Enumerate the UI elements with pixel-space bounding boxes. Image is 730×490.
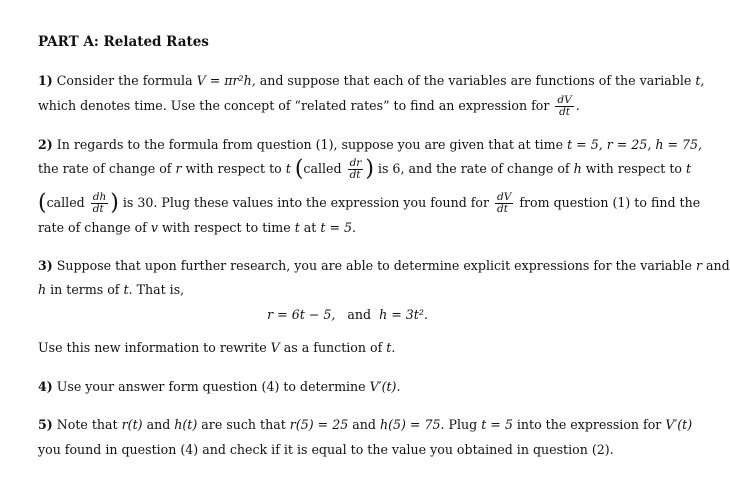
q2-text-line4b: with respect to time xyxy=(162,220,291,235)
q3-text-line2: in terms of xyxy=(50,282,120,297)
q5-text-a: Note that xyxy=(56,417,118,432)
q1-formula: V = πr²h, xyxy=(196,73,256,88)
q1-line2 xyxy=(38,95,580,118)
q3-var-V: V xyxy=(270,340,280,355)
q5-line2 xyxy=(38,442,614,458)
q2-values: t = 5, r = 25, h = 75, xyxy=(567,137,703,152)
q3-text-line3b: as a function of xyxy=(283,340,383,355)
q2-text-line3b: from question (1) to find the xyxy=(519,195,701,210)
q3-number: 3) xyxy=(38,258,53,273)
q1-line1 xyxy=(38,73,705,89)
q2-var-h: h xyxy=(573,161,582,176)
q2-called-2: called xyxy=(46,195,85,210)
q2-text-line4: rate of change of xyxy=(38,220,147,235)
q5-text-b: are such that xyxy=(201,417,286,432)
q2-text-a: the rate of change of xyxy=(38,161,172,176)
q2-line2: the rate of change of r with respect to t (called $\frac{dr}{dt}$ ) is 6, and the rate of change of h with respect to t xyxy=(38,156,692,182)
q1-fraction-dV-dt: $\frac{dV}{dt}$ xyxy=(557,94,572,118)
q5-text-d: into the expression for xyxy=(516,417,662,432)
q2-called-1: called xyxy=(303,161,342,176)
q5-and-2: and xyxy=(352,417,376,432)
section-heading: PART A: Related Rates xyxy=(38,34,209,50)
q2-var-r: r xyxy=(175,161,182,176)
q2-fraction-dr-dt: $\frac{dr}{dt}$ xyxy=(349,157,362,181)
q3-eq-r: r = 6t − 5, xyxy=(267,307,336,322)
q5-and-1: and xyxy=(146,417,171,432)
q3-equations xyxy=(0,307,695,322)
q2-line1 xyxy=(38,137,703,153)
q5-plug: Plug xyxy=(448,417,478,432)
q5-expr-Vprime: V′(t) xyxy=(665,417,693,432)
q1-period: . xyxy=(575,98,580,113)
q5-line1 xyxy=(38,417,693,433)
q2-var-t2: t xyxy=(685,161,692,176)
q2-var-t: t xyxy=(285,161,291,176)
q4-number: 4) xyxy=(38,379,53,394)
q3-text-line3: Use this new information to rewrite xyxy=(38,340,267,355)
q3-eq-and: and xyxy=(347,307,372,322)
q5-expr-h5: h(5) = 75. xyxy=(379,417,445,432)
q2-text-d: with respect to xyxy=(585,161,682,176)
q3-and: and xyxy=(706,258,730,273)
q1-text-a: Consider the formula xyxy=(56,73,193,88)
q5-expr-r-t: r(t) xyxy=(121,417,143,432)
q3-var-t: t. xyxy=(123,282,133,297)
q3-var-r: r xyxy=(696,258,703,273)
q2-var-t3: t xyxy=(294,220,300,235)
q1-number: 1) xyxy=(38,73,53,88)
q2-text-c: is 6, and the rate of change of xyxy=(377,161,570,176)
q2-t-equals-5: t = 5. xyxy=(320,220,357,235)
q4-line xyxy=(38,379,400,395)
q1-var-t: t, xyxy=(695,73,705,88)
q3-that-is: That is, xyxy=(136,282,185,297)
q3-text-line1: Suppose that upon further research, you are able to determine explicit expressions for the variable xyxy=(56,258,692,273)
q2-text-line3a: is 30. Plug these values into the expression you found for xyxy=(122,195,490,210)
q5-text-line2: you found in question (4) and check if it is equal to the value you obtained in question (2). xyxy=(38,442,614,457)
q2-line4 xyxy=(38,220,356,236)
q5-expr-r5: r(5) = 25 xyxy=(289,417,349,432)
q5-number: 5) xyxy=(38,417,53,432)
q3-var-h: h xyxy=(38,282,47,297)
q5-expr-h-t: h(t) xyxy=(174,417,198,432)
q4-text: Use your answer form question (4) to determine xyxy=(56,379,366,394)
q3-eq-h: h = 3t². xyxy=(379,307,428,322)
q4-expr: V′(t). xyxy=(369,379,401,394)
q1-text-line2: which denotes time. Use the concept of “related rates” to find an expression for xyxy=(38,98,550,113)
q3-line2 xyxy=(38,282,184,298)
q2-text-at: at xyxy=(303,220,317,235)
q3-var-t2: t. xyxy=(386,340,396,355)
q2-text-b: with respect to xyxy=(185,161,282,176)
q2-fraction-dV-dt: $\frac{dV}{dt}$ xyxy=(497,191,512,215)
q2-line3: (called $\frac{dh}{dt}$ ) is 30. Plug these values into the expression you found for $\frac{dV}{dt}$ from question (1) to find the xyxy=(38,190,701,216)
q5-expr-t5: t = 5 xyxy=(481,417,513,432)
q2-number: 2) xyxy=(38,137,53,152)
q1-text-b: and suppose that each of the variables are functions of the variable xyxy=(259,73,692,88)
q2-fraction-dh-dt: $\frac{dh}{dt}$ xyxy=(92,191,107,215)
q3-line1 xyxy=(38,258,730,274)
q3-line3 xyxy=(38,340,395,356)
q2-var-v: v xyxy=(150,220,158,235)
q2-text-line1: In regards to the formula from question (1), suppose you are given that at time xyxy=(56,137,564,152)
